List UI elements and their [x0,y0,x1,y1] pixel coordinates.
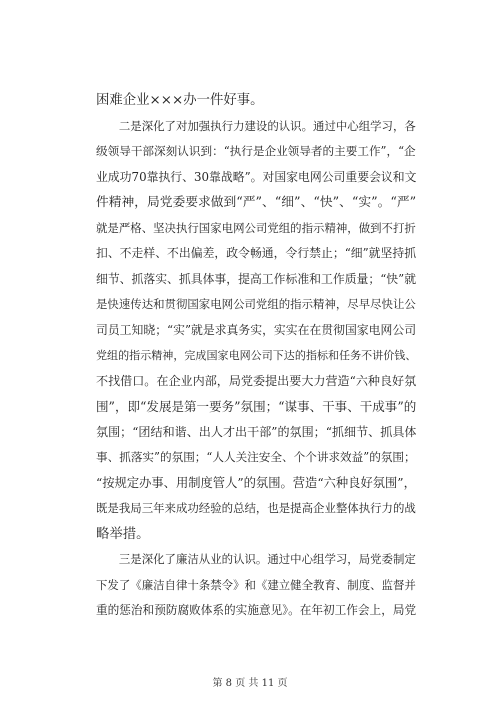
text-line: 氛围；“团结和谐、出人才出干部”的氛围；“抓细节、抓具体 [96,424,416,439]
text-line: 下发了《廉洁自律十条禁令》和《建立健全教育、制度、监督并 [96,577,416,592]
page-number-footer: 第 8 页 共 11 页 [212,678,288,689]
text-line: 扣、不走样、不出偏差，政令畅通，令行禁止；“细”就坚持抓 [96,246,416,260]
text-line: 重的惩治和预防腐败体系的实施意见》。在年初工作会上，局党 [96,603,416,617]
text-line: 级领导干部深刻认识到：“执行是企业领导者的主要工作”，“企 [96,144,416,158]
body-text [96,88,416,624]
text-line: “按规定办事、用制度管人”的氛围。营造“六种良好氛围”， [96,475,416,490]
text-line: 三是深化了廉洁从业的认识。通过中心组学习，局党委制定 [96,552,416,566]
text-line: 围”，即“发展是第一要务”氛围；“谋事、干事、干成事”的 [96,399,416,414]
text-line: 略举措。 [96,526,150,542]
text-line: 党组的指示精神，完成国家电网公司下达的指标和任务不讲价钱、 [96,349,416,362]
text-line: 业成功70靠执行、30靠战略”。对国家电网公司重要会议和文 [96,169,416,184]
text-line: 是快速传达和贯彻国家电网公司党组的指示精神，尽早尽快让公 [96,297,416,311]
text-line: 事、抓落实”的氛围；“人人关注安全、个个讲求效益”的氛围； [96,450,416,464]
text-line: 既是我局三年来成功经验的总结，也是提高企业整体执行力的战 [96,501,416,515]
text-line: 件精神，局党委要求做到“严”、“细”、“快”、“实”。“严” [96,195,416,210]
text-line: 二是深化了对加强执行力建设的认识。通过中心组学习，各 [96,118,416,133]
text-line: 不找借口。在企业内部，局党委提出要大力营造“六种良好氛 [96,373,416,388]
text-line: 司员工知晓；“实”就是求真务实，实实在在贯彻国家电网公司 [96,322,416,337]
text-line: 困难企业×××办一件好事。 [96,93,264,108]
text-line: 细节、抓落实、抓具体事，提高工作标准和工作质量；“快”就 [96,271,416,286]
text-line: 就是严格、坚决执行国家电网公司党组的指示精神，做到不打折 [96,220,416,235]
